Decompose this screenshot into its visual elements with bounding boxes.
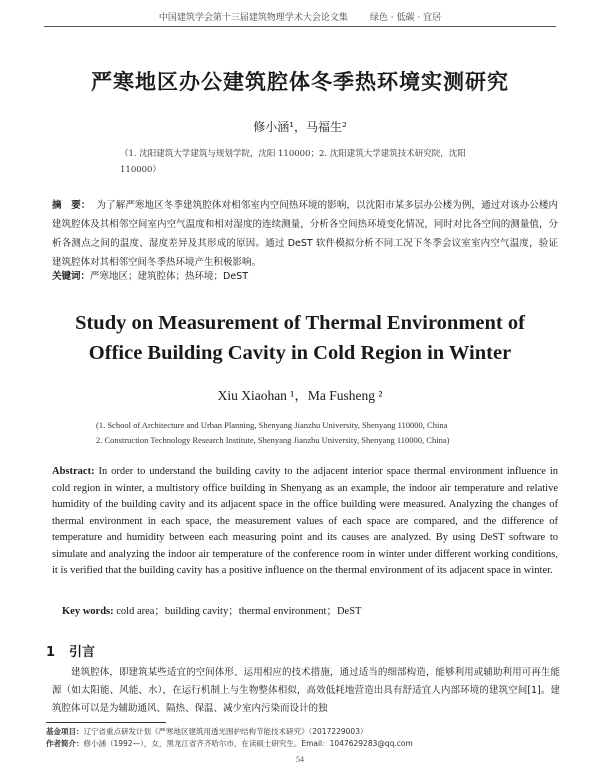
fund-text: 辽宁省重点研发计划《严寒地区建筑用透光围护结构节能技术研究》（2017229003） (83, 727, 368, 736)
chinese-keywords-text: 严寒地区；建筑腔体；热环境；DeST (90, 271, 249, 282)
running-header (44, 10, 556, 27)
author-bio-label: 作者简介： (46, 739, 84, 748)
section-title: 引言 (69, 645, 96, 660)
author-bio-text: 修小涵（1992—），女，黑龙江省齐齐哈尔市，在读硕士研究生。Email：1047629283@qq.com (83, 739, 413, 748)
chinese-authors: 修小涵¹，马福生² (253, 120, 347, 134)
chinese-title: 严寒地区办公建筑腔体冬季热环境实测研究 (91, 70, 509, 94)
fund-footnote (46, 726, 570, 738)
english-title-line-2: Office Building Cavity in Cold Region in Winter (88, 342, 512, 364)
section-heading (46, 641, 95, 660)
english-affiliation-2: 2. Construction Technology Research Institute, Shenyang Jianzhu University, Shenyang 110000, China) (96, 435, 450, 445)
conference-name: 中国建筑学会第十三届建筑物理学术大会论文集 (158, 13, 348, 23)
section-body-text: 建筑腔体，即建筑某些适宜的空间体形、运用相应的技术措施，通过适当的细部构造，能够利用或辅助利用可再生能源（如太阳能、风能、水），在运行机制上与生物整体相似，高效低耗地营造出具有舒适宜人内部环境的建筑空间[1]。建筑腔体可以是为辅助通风、隔热、保温、减少室内污染而设计的独 (52, 667, 560, 714)
english-abstract-text: In order to understand the building cavity to the adjacent interior space thermal environment influence in cold region in winter, a multistory office building in Shenyang as an example, the indoor air temperature and relative humidity of the building cavity and its adjacent space in the office building were measured. Analyzing the changes of thermal environment in each space, the measurement values of each space are compared, and the difference of temperature and humidity between each measuring point and its causes are analyzed. By using DeST software to simulate and analyzing the indoor air temperature of the conference room in winter under different working conditions, it is verified that the building cavity has a positive influence on the thermal environment of its adjacent space in winter. (52, 466, 558, 576)
conference-theme: 绿色 · 低碳 · 宜居 (369, 13, 442, 23)
page-number: 54 (296, 755, 304, 764)
english-affiliation-1: (1. School of Architecture and Urban Planning, Shenyang Jianzhu University, Shenyang 110000, China (96, 420, 448, 430)
section-number: 1 (46, 645, 56, 660)
chinese-abstract-text: 为了解严寒地区冬季建筑腔体对相邻室内空间热环境的影响，以沈阳市某多层办公楼为例，通过对该办公楼内建筑腔体及其相邻空间室内空气温度和相对湿度的连续测量，分析各空间热环境变化情况，同时对比各空间的测量值，分析各测点之间的温度、湿度差异及其形成的原因。通过 DeST 软件模拟分析不同工况下冬季会议室室内空气温度，验证建筑腔体对其相邻空间冬季热环境产生积极影响。 (52, 200, 558, 268)
chinese-abstract-label: 摘 要： (52, 200, 91, 211)
author-footnote (46, 738, 570, 750)
english-keywords-text: cold area；building cavity；thermal environment；DeST (116, 606, 362, 617)
english-abstract-label: Abstract: (52, 466, 95, 477)
chinese-keywords (52, 268, 558, 282)
english-title-line-1: Study on Measurement of Thermal Environment of (75, 312, 525, 334)
english-authors: Xiu Xiaohan ¹，Ma Fusheng ² (217, 388, 383, 403)
chinese-affiliations: （1. 沈阳建筑大学建筑与规划学院，沈阳 110000；2. 沈阳建筑大学建筑技术研究院，沈阳 110000） (120, 149, 466, 175)
chinese-abstract (52, 196, 558, 272)
english-abstract (52, 464, 558, 580)
fund-label: 基金项目： (46, 727, 84, 736)
footnote-divider (46, 722, 166, 723)
english-keywords-label: Key words: (62, 606, 114, 617)
footnotes (46, 726, 570, 750)
english-affiliations (96, 418, 540, 448)
english-keywords (62, 603, 558, 618)
chinese-keywords-label: 关键词： (52, 271, 91, 282)
english-title (30, 308, 570, 368)
